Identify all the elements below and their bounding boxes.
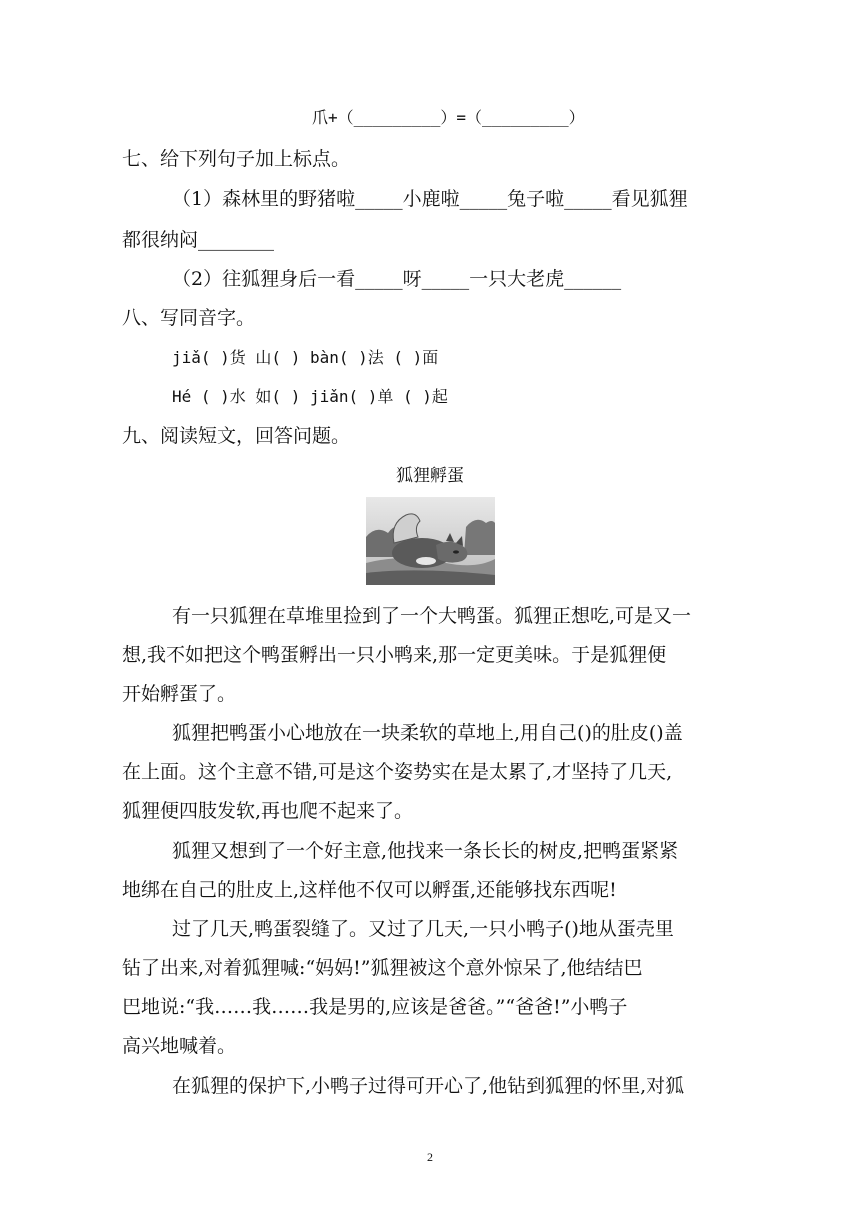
page-number: 2 xyxy=(427,1150,433,1164)
story-line-8: 地绑在自己的肚皮上,这样他不仅可以孵蛋,还能够找东西呢! xyxy=(122,879,617,901)
section-7-heading: 七、给下列句子加上标点。 xyxy=(122,148,351,170)
story-line-5: 在上面。这个主意不错,可是这个姿势实在是太累了,才坚持了几天, xyxy=(122,761,673,783)
section-8-heading: 八、写同音字。 xyxy=(122,307,256,329)
section-9-heading: 九、阅读短文，回答问题。 xyxy=(122,425,351,447)
story-line-9: 过了几天,鸭蛋裂缝了。又过了几天,一只小鸭子()地从蛋壳里 xyxy=(172,918,674,940)
story-line-4: 狐狸把鸭蛋小心地放在一块柔软的草地上,用自己()的肚皮()盖 xyxy=(172,722,683,744)
story-line-2: 想,我不如把这个鸭蛋孵出一只小鸭来,那一定更美味。于是狐狸便 xyxy=(122,644,667,666)
story-line-11: 巴地说:“我……我……我是男的,应该是爸爸。”“爸爸!”小鸭子 xyxy=(122,996,628,1018)
section-8-row-1: jiǎ( )货 山( ) bàn( )法 ( )面 xyxy=(172,348,439,367)
story-line-7: 狐狸又想到了一个好主意,他找来一条长长的树皮,把鸭蛋紧紧 xyxy=(172,840,679,862)
story-line-12: 高兴地喊着。 xyxy=(122,1035,237,1057)
section-7-item-1-line-1: （1）森林里的野猪啦_____小鹿啦_____兔子啦_____看见狐狸 xyxy=(172,188,688,210)
section-7-item-1-line-2: 都很纳闷________ xyxy=(122,229,275,251)
story-line-1: 有一只狐狸在草堆里捡到了一个大鸭蛋。狐狸正想吃,可是又一 xyxy=(172,605,692,627)
section-7-item-2: （2）往狐狸身后一看_____呀_____一只大老虎______ xyxy=(172,268,622,290)
formula-line: 爪+（_________）=（_________） xyxy=(312,108,585,127)
story-line-13: 在狐狸的保护下,小鸭子过得可开心了,他钻到狐狸的怀里,对狐 xyxy=(172,1075,685,1097)
section-8-row-2: Hé ( )水 如( ) jiǎn( )单 ( )起 xyxy=(172,387,448,406)
story-title: 狐狸孵蛋 xyxy=(396,466,464,486)
story-line-3: 开始孵蛋了。 xyxy=(122,683,237,705)
fox-picture xyxy=(366,497,495,585)
story-line-6: 狐狸便四肢发软,再也爬不起来了。 xyxy=(122,800,414,822)
story-line-10: 钻了出来,对着狐狸喊:“妈妈!”狐狸被这个意外惊呆了,他结结巴 xyxy=(122,957,643,979)
fox-illustration xyxy=(366,497,495,585)
